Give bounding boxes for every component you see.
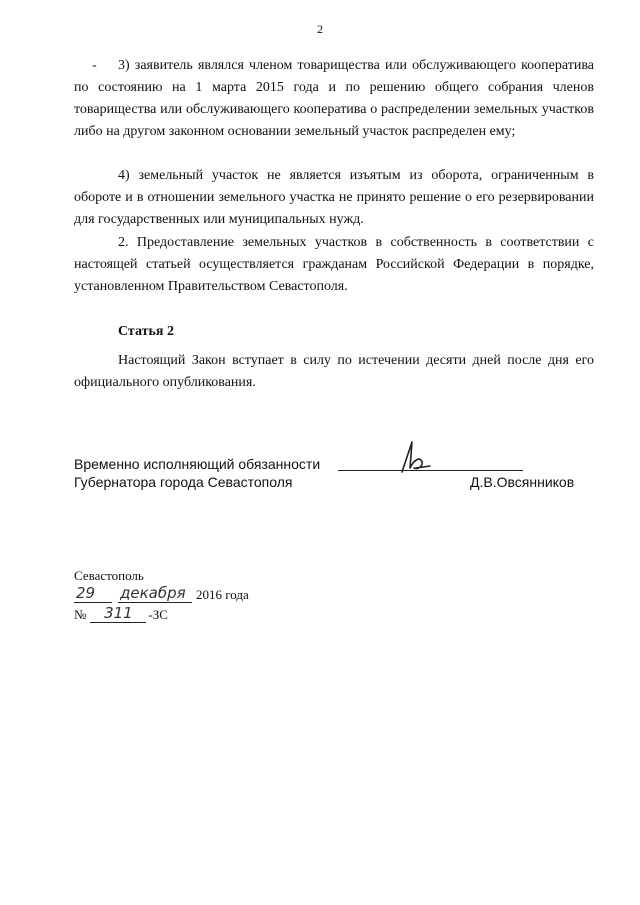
dash-mark: - <box>92 58 97 73</box>
number-prefix: № <box>74 607 87 622</box>
number-suffix: -ЗС <box>148 607 168 622</box>
date-line <box>74 584 249 603</box>
paragraph-item-4: 4) земельный участок не является изъятым из оборота, ограниченным в обороте и в отношении земельного участка не принято решение о его резервировании для государственных или муниципальных нужд. <box>74 168 594 227</box>
signatory-name: Д.В.Овсянников <box>470 474 575 490</box>
paragraph-article-2: Настоящий Закон вступает в силу по истечении десяти дней после дня его официального опубликования. <box>74 353 594 390</box>
signatory-title-line2: Губернатора города Севастополя <box>74 474 293 490</box>
place-of-signing: Севастополь <box>74 568 144 583</box>
date-year: 2016 года <box>196 587 249 602</box>
paragraph-item-3: 3) заявитель являлся членом товарищества или обслуживающего кооператива по состоянию на 1 марта 2015 года и по решению общего собрания членов товарищества или обслуживающего кооператива о распределении земельных участков либо на другом законном основании земельный участок распределен ему; <box>74 58 594 139</box>
paragraph-clause-2: 2. Предоставление земельных участков в собственность в соответствии с настоящей статьей осуществляется гражданам Российской Федерации в порядке, установленном Правительством Севастополя. <box>74 235 594 294</box>
date-month: декабря <box>118 584 192 603</box>
law-number: 311 <box>90 604 146 623</box>
date-day: 29 <box>74 584 112 603</box>
signatory-title-line1: Временно исполняющий обязанности <box>74 456 321 472</box>
law-number-line <box>74 604 168 623</box>
article-heading: Статья 2 <box>118 324 174 339</box>
page-number: 2 <box>317 22 323 36</box>
handwritten-signature <box>396 438 436 474</box>
